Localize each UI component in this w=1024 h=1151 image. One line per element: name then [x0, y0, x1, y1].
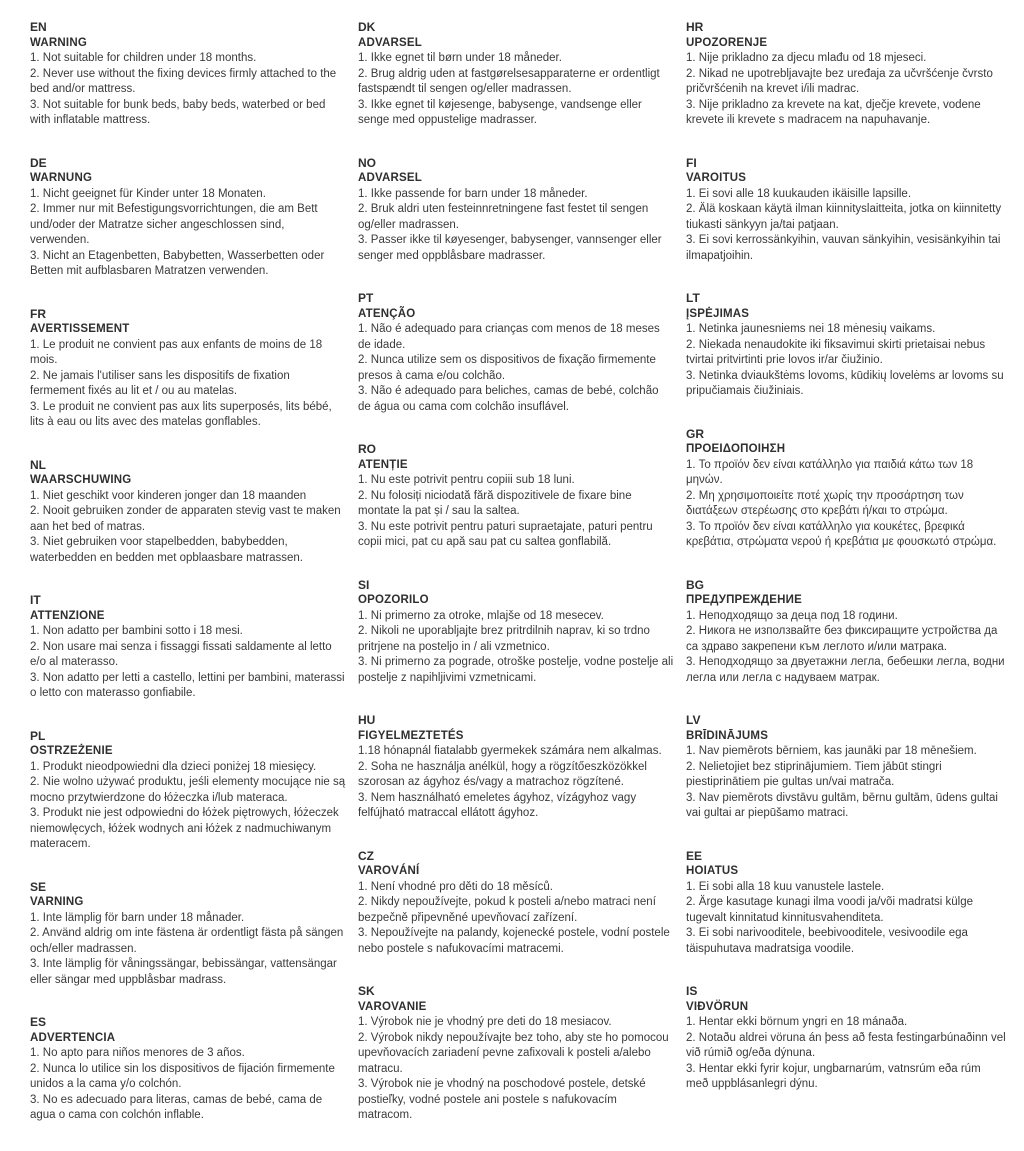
warning-line: 1. Ikke passende for barn under 18 måneder.: [358, 187, 588, 200]
warning-items: [686, 744, 1006, 822]
warning-items: [358, 473, 674, 551]
warning-title: WARNING: [30, 36, 87, 49]
warning-line: 3. Netinka dviaukštėms lovoms, kūdikių lovelėms ar lovoms su pripučiamais čiužiniais.: [686, 369, 1004, 397]
warning-items: [358, 322, 674, 415]
warning-line: 3. Ni primerno za pograde, otroške postelje, vodne postelje ali postelje z napihljivimi vzmetnicami.: [358, 656, 674, 684]
warning-line: 1. No apto para niños menores de 3 años.: [30, 1047, 245, 1059]
warning-title: ПРЕДУПРЕЖДЕНИЕ: [686, 594, 802, 606]
warning-line: 2. Ne jamais l'utiliser sans les dispositifs de fixation fermement fixés au lit et / ou au matelas.: [30, 369, 290, 397]
language-section-bg: [686, 578, 1006, 687]
warning-items: [686, 609, 1006, 687]
language-section-hu: [358, 713, 674, 822]
language-code-label: NO: [358, 155, 376, 170]
warning-line: 1. Nije prikladno za djecu mlađu od 18 mjeseci.: [686, 52, 927, 64]
warning-items: [686, 1015, 1006, 1093]
warning-line: 1. Nav piemērots bērniem, kas jaunāki par 18 mēnešiem.: [686, 745, 977, 757]
warning-title: VARNING: [30, 896, 84, 908]
warning-line: 2. Brug aldrig uden at fastgørelsesapparaterne er ordentligt fastspændt til sengen og/eller madrassen.: [358, 67, 660, 95]
warning-line: 1. Nicht geeignet für Kinder unter 18 Monaten.: [30, 187, 266, 200]
warning-line: 2. Μη χρησιμοποιείτε ποτέ χωρίς την προσάρτηση των διατάξεων στερέωσης στο κρεβάτι ή/και το στρώμα.: [686, 489, 964, 517]
language-section-sk: [358, 984, 674, 1124]
warning-title: ĮSPĖJIMAS: [686, 307, 750, 320]
warning-line: 1. Not suitable for children under 18 months.: [30, 52, 257, 64]
language-code-label: IS: [686, 984, 698, 998]
warning-line: 2. Nunca lo utilice sin los dispositivos de fijación firmemente unidos a la cama y/o colchón.: [30, 1062, 335, 1090]
language-code-label: NL: [30, 457, 46, 472]
warning-line: 1. Le produit ne convient pas aux enfants de moins de 18 mois.: [30, 338, 323, 366]
warning-line: 2. Ärge kasutage kunagi ilma voodi ja/või madratsi külge tugevalt kinnitatud kinnitusvahenditeta.: [686, 896, 974, 924]
warning-items: [358, 609, 674, 687]
warning-items: [686, 880, 1006, 958]
warning-line: 3. Ei sovi kerrossänkyihin, vauvan sänkyihin, vesisänkyihin tai ilmapatjoihin.: [686, 234, 1001, 262]
warning-line: 1. Неподходящо за деца под 18 години.: [686, 609, 898, 622]
warning-title: BRĪDINĀJUMS: [686, 729, 769, 742]
warning-line: 3. Неподходящо за двуетажни легла, бебешки легла, водни легла или легла с надуваем матрак.: [686, 656, 1005, 684]
warning-line: 3. Nije prikladno za krevete na kat, dječje krevete, vodene krevete ili krevete s madracem na napuhavanje.: [686, 98, 981, 126]
language-section-pt: [358, 291, 674, 415]
warning-line: 1. Non adatto per bambini sotto i 18 mesi.: [30, 625, 243, 637]
warning-line: 3. Ei sobi narivooditele, beebivooditele, vesivoodile ega täispuhutava madratsiga voodile.: [686, 927, 968, 955]
warning-line: 3. Passer ikke til køyesenger, babysenger, vannsenger eller senger med oppblåsbare madrasser.: [358, 234, 662, 262]
warning-items: [358, 744, 674, 822]
warning-line: 1. Ei sobi alla 18 kuu vanustele lastele.: [686, 880, 885, 893]
warning-title: ADVARSEL: [358, 172, 423, 184]
warning-line: 1. Nu este potrivit pentru copiii sub 18 luni.: [358, 474, 575, 486]
warning-title: VIÐVÖRUN: [686, 1000, 749, 1013]
warning-line: 2. Använd aldrig om inte fästena är ordentligt fästa på sängen och/eller madrassen.: [30, 927, 344, 955]
warning-line: 3. Nu este potrivit pentru paturi supraetajate, paturi pentru copii mici, pat cu apă sau pat cu saltea gonflabilă.: [358, 520, 653, 548]
language-section-is: [686, 984, 1006, 1093]
language-code-label: DE: [30, 155, 47, 170]
warning-items: [30, 624, 346, 702]
warning-line: 3. Nem használható emeletes ágyhoz, vízágyhoz vagy felfújható matraccal ellátott ágyhoz.: [358, 791, 637, 819]
warning-items: [358, 1015, 674, 1124]
warning-title: ADVARSEL: [358, 36, 423, 49]
warning-items: [30, 51, 346, 129]
language-section-si: [358, 578, 674, 687]
warning-line: 2. Nikoli ne uporabljajte brez pritrdilnih naprav, ki so trdno pritrjene na posteljo in / ali vzmetnico.: [358, 625, 650, 653]
language-code-label: IT: [30, 593, 41, 607]
language-code-label: PL: [30, 728, 46, 743]
warning-title: WARNUNG: [30, 172, 93, 184]
warning-line: 3. Non adatto per letti a castello, lettini per bambini, materassi o letto con materasso gonfiabile.: [30, 671, 345, 699]
warning-line: 2. Niekada nenaudokite iki fiksavimui skirti prietaisai nebus tvirtai pritvirtinti prie lovos ir/ar čiužinio.: [686, 338, 986, 366]
language-section-fr: [30, 307, 346, 431]
language-section-gr: [686, 427, 1006, 551]
language-code-label: FI: [686, 155, 697, 170]
language-code-label: LT: [686, 291, 700, 305]
language-code-label: RO: [358, 442, 376, 456]
warning-line: 2. Non usare mai senza i fissaggi fissati saldamente al letto e/o al materasso.: [30, 640, 332, 668]
warning-line: 3. Not suitable for bunk beds, baby beds, waterbed or bed with inflatable mattress.: [30, 98, 326, 126]
language-code-label: DK: [358, 20, 376, 34]
language-code-label: LV: [686, 713, 701, 727]
warning-title: UPOZORENJE: [686, 36, 768, 49]
warning-items: [358, 51, 674, 129]
warning-line: 3. Le produit ne convient pas aux lits superposés, lits bébé, lits à eau ou lits avec des matelas gonflables.: [30, 400, 332, 428]
warning-line: 3. Inte lämplig för våningssängar, bebissängar, vattensängar eller sängar med uppblåsbar madrass.: [30, 958, 337, 986]
language-section-hr: [686, 20, 1006, 129]
warning-items: [30, 187, 346, 280]
warning-items: [30, 489, 346, 567]
warning-line: 1. Niet geschikt voor kinderen jonger dan 18 maanden: [30, 489, 307, 502]
language-section-lt: [686, 291, 1006, 400]
language-section-cz: [358, 849, 674, 958]
warning-line: 2. Nikad ne upotrebljavajte bez uređaja za učvršćenje čvrsto pričvršćenih na krevet i/ili madrac.: [686, 67, 993, 95]
warning-line: 1.18 hónapnál fiatalabb gyermekek számára nem alkalmas.: [358, 745, 662, 757]
warning-line: 1. Ni primerno za otroke, mlajše od 18 mesecev.: [358, 609, 604, 622]
warning-line: 3. Ikke egnet til køjesenge, babysenge, vandsenge eller senge med oppustelige madrasser.: [358, 98, 642, 126]
warning-title: VAROITUS: [686, 172, 747, 184]
warning-line: 2. Výrobok nikdy nepoužívajte bez toho, aby ste ho pomocou upevňovacích zariadení pevne zafixovali k posteli a/alebo matracu.: [358, 1031, 669, 1075]
warning-line: 3. Nav piemērots divstāvu gultām, bērnu gultām, ūdens gultai vai gultai ar piepūšamo matraci.: [686, 791, 998, 819]
warning-line: 2. Nooit gebruiken zonder de apparaten stevig vast te maken aan het bed of matras.: [30, 505, 341, 533]
language-section-lv: [686, 713, 1006, 822]
language-code-label: CZ: [358, 848, 374, 863]
warning-title: FIGYELMEZTETÉS: [358, 729, 464, 742]
warning-line: 3. Produkt nie jest odpowiedni do łóżek piętrowych, łóżeczek niemowlęcych, łóżek wodnych ani łóżek z nadmuchiwanym materacem.: [30, 807, 339, 850]
warning-title: OSTRZEŻENIE: [30, 745, 113, 757]
warning-title: VAROVANIE: [358, 1000, 427, 1013]
warning-line: 2. Никога не използвайте без фиксиращите устройства да са здраво закрепени към леглото и/или матрака.: [686, 625, 998, 653]
warning-line: 1. Το προϊόν δεν είναι κατάλληλο για παιδιά κάτω των 18 μηνών.: [686, 458, 974, 486]
warning-items: [30, 1046, 346, 1124]
warning-line: 1. Produkt nieodpowiedni dla dzieci poniżej 18 miesięcy.: [30, 760, 317, 773]
warning-line: 1. Není vhodné pro děti do 18 měsíců.: [358, 880, 553, 893]
warning-line: 1. Hentar ekki börnum yngri en 18 mánaða.: [686, 1016, 908, 1028]
language-section-de: [30, 156, 346, 280]
warning-line: 2. Nelietojiet bez stiprinājumiem. Tiem jābūt stingri piestiprinātiem pie gultas un/vai matrača.: [686, 760, 942, 788]
warning-title: ΠΡΟΕΙΔΟΠΟΙΗΣΗ: [686, 443, 786, 455]
warning-line: 3. Το προϊόν δεν είναι κατάλληλο για κουκέτες, βρεφικά κρεβάτια, στρώματα νερού ή κρεβάτια με φουσκωτό στρώμα.: [686, 520, 997, 548]
warning-line: 2. Immer nur mit Befestigungsvorrichtungen, die am Bett und/oder der Matratze sicher angeschlossen sind, verwenden.: [30, 203, 318, 246]
warning-line: 3. Nicht an Etagenbetten, Babybetten, Wasserbetten oder Betten mit aufblasbaren Matratzen verwenden.: [30, 249, 325, 277]
warning-title: OPOZORILO: [358, 594, 429, 606]
warning-items: [686, 51, 1006, 129]
warning-line: 3. Výrobok nie je vhodný na poschodové postele, detské postieľky, vodné postele ani postele s nafukovacím matracom.: [358, 1078, 646, 1121]
warning-title: ADVERTENCIA: [30, 1031, 116, 1044]
language-code-label: SK: [358, 984, 375, 998]
warning-line: 1. Netinka jaunesniems nei 18 mėnesių vaikams.: [686, 323, 936, 335]
warning-line: 3. Hentar ekki fyrir kojur, ungbarnarúm, vatnsrúm eða rúm með uppblásanlegri dýnu.: [686, 1062, 981, 1090]
language-section-it: [30, 593, 346, 702]
language-code-label: BG: [686, 577, 704, 592]
language-code-label: FR: [30, 306, 46, 321]
language-section-nl: [30, 458, 346, 567]
warning-title: HOIATUS: [686, 865, 739, 877]
language-section-es: [30, 1015, 346, 1124]
warning-line: 2. Bruk aldri uten festeinnretningene fast festet til sengen og/eller madrassen.: [358, 203, 649, 231]
language-section-se: [30, 880, 346, 989]
language-section-dk: [358, 20, 674, 129]
warning-line: 2. Nie wolno używać produktu, jeśli elementy mocujące nie są mocno przytwierdzone do łóżeczka i/lub materaca.: [30, 776, 346, 804]
warning-line: 2. Nunca utilize sem os dispositivos de fixação firmemente presos à cama e/ou colchão.: [358, 354, 656, 382]
warning-line: 3. Nepoužívejte na palandy, kojenecké postele, vodní postele nebo postele s nafukovacími matracemi.: [358, 927, 670, 955]
warning-title: WAARSCHUWING: [30, 474, 132, 486]
warning-items: [358, 880, 674, 958]
warning-line: 1. Výrobok nie je vhodný pre deti do 18 mesiacov.: [358, 1016, 612, 1028]
language-code-label: HU: [358, 713, 376, 727]
warning-line: 1. Inte lämplig för barn under 18 månader.: [30, 911, 245, 924]
warning-items: [686, 458, 1006, 551]
warning-line: 2. Notaðu aldrei vöruna án þess að festa festingarbúnaðinn vel við rúmið og/eða dýnuna.: [686, 1031, 1006, 1059]
language-section-en: [30, 20, 346, 129]
language-code-label: PT: [358, 291, 374, 305]
warning-line: 2. Never use without the fixing devices firmly attached to the bed and/or mattress.: [30, 67, 337, 95]
language-section-no: [358, 156, 674, 265]
language-code-label: EE: [686, 848, 703, 863]
warning-line: 3. Niet gebruiken voor stapelbedden, babybedden, waterbedden en bedden met opblaasbare matrassen.: [30, 536, 303, 564]
column-2: [358, 20, 674, 1151]
language-section-pl: [30, 729, 346, 853]
language-code-label: ES: [30, 1015, 47, 1029]
language-code-label: GR: [686, 426, 704, 441]
language-code-label: SE: [30, 879, 47, 894]
warning-line: 2. Nu folosiți niciodată fără dispozitivele de fixare bine montate la pat și / sau la saltea.: [358, 489, 632, 517]
warning-line: 2. Älä koskaan käytä ilman kiinnityslaitteita, jotka on kiinnitetty tiukasti sänkyyn ja/tai patjaan.: [686, 203, 1002, 231]
language-section-ro: [358, 442, 674, 551]
column-1: [30, 20, 346, 1151]
warning-title: VAROVÁNÍ: [358, 865, 420, 877]
warning-items: [30, 760, 346, 853]
warning-title: ATENÇÃO: [358, 307, 416, 320]
warning-items: [30, 911, 346, 989]
warning-title: ATENȚIE: [358, 458, 408, 471]
warning-line: 1. Ei sovi alle 18 kuukauden ikäisille lapsille.: [686, 187, 912, 200]
warning-items: [686, 322, 1006, 400]
warning-title: ATTENZIONE: [30, 609, 105, 622]
warning-line: 2. Nikdy nepoužívejte, pokud k posteli a/nebo matraci není bezpečně připevněné upevňovací zařízení.: [358, 896, 656, 924]
language-code-label: HR: [686, 20, 704, 34]
warning-line: 3. Não é adequado para beliches, camas de bebé, colchão de água ou cama com colchão insuflável.: [358, 385, 659, 413]
warning-line: 1. Não é adequado para crianças com menos de 18 meses de idade.: [358, 323, 660, 351]
warning-items: [686, 187, 1006, 265]
warning-title: AVERTISSEMENT: [30, 323, 130, 335]
warning-line: 3. No es adecuado para literas, camas de bebé, cama de agua o cama con colchón inflable.: [30, 1093, 323, 1121]
language-code-label: EN: [30, 20, 47, 34]
language-section-fi: [686, 156, 1006, 265]
warning-line: 1. Ikke egnet til børn under 18 måneder.: [358, 52, 562, 64]
column-3: [686, 20, 1006, 1151]
language-code-label: SI: [358, 577, 370, 592]
warning-items: [30, 338, 346, 431]
warning-line: 2. Soha ne használja anélkül, hogy a rögzítőeszközökkel szorosan az ágyhoz és/vagy a matrachoz rögzítené.: [358, 760, 647, 788]
warning-items: [358, 187, 674, 265]
language-section-ee: [686, 849, 1006, 958]
